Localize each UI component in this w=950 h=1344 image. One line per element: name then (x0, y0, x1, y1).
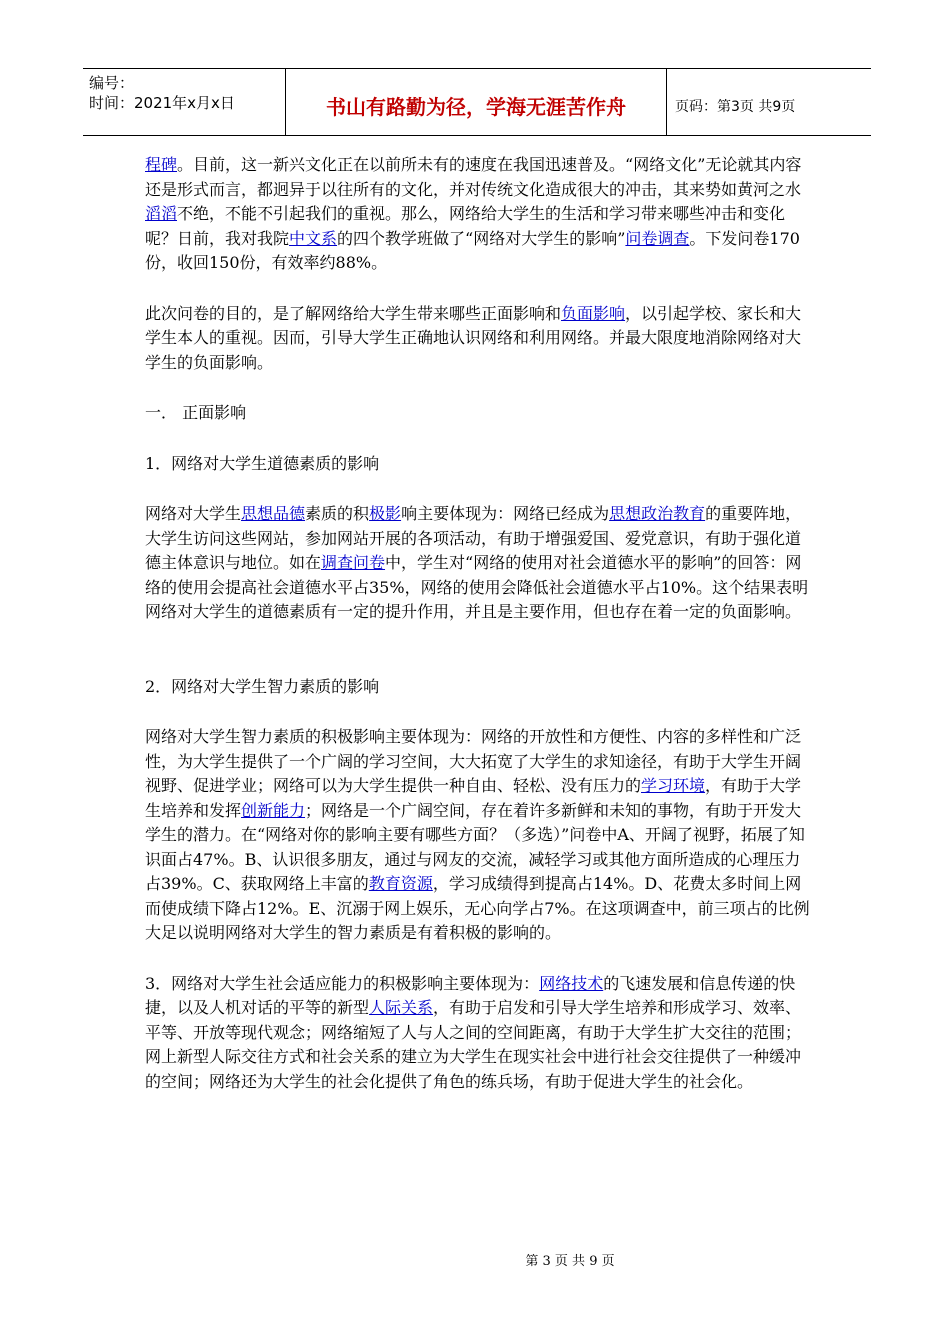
paragraph-text: 素质的积 (305, 504, 370, 523)
paragraph-text: 3．网络对大学生社会适应能力的积极影响主要体现为： (145, 973, 540, 993)
paragraph-text: ，有助于启发和引导大学生培养和形成学习、效率、平等、开放等现代观念；网络缩短了人与人之间的空间距离，有助于大学生扩大交往的范围；网上新型人际交往方式和社会关系的建立为大学生在现实社会中进行社会交往提供了一种缓冲的空间；网络还为大学生的社会化提供了角色的练兵场，有助于促进大学生的社会化。 (145, 998, 802, 1091)
keyword-link[interactable]: 极影 (369, 504, 402, 523)
keyword-link[interactable]: 调查问卷 (321, 553, 386, 572)
paragraph-text: ；网络是一个广阔空间，存在着许多新鲜和未知的事物，有助于开发大学生的潜力。在“网络对你的影响主要有哪些方面？（多选）”问卷中A、开阔了视野，拓展了知识面占47%。B、认识很多朋友，通过与网友的交流，减轻学习或其他方面所造成的心理压力占39%。C、获取网络上丰富的 (145, 800, 805, 893)
time-label: 时间：2021年x月x日 (89, 94, 235, 112)
paragraph (145, 725, 810, 946)
keyword-link[interactable]: 滔滔 (145, 204, 178, 223)
header-page-info: 页码：第3页 共9页 (675, 99, 796, 115)
paragraph-text: 网络对大学生智力素质的积极影响主要体现为：网络的开放性和方便性、内容的多样性和广泛性，为大学生提供了一个广阔的学习空间，大大拓宽了大学生的求知途径，有助于大学生开阔视野、促进学业；网络可以为大学生提供一种自由、轻松、没有压力的 (145, 727, 802, 795)
keyword-link[interactable]: 教育资源 (368, 874, 433, 893)
paragraph-text: 。下发问卷170份，收回150份，有效率约88%。 (145, 228, 800, 272)
keyword-link[interactable]: 思想政治教育 (609, 504, 706, 523)
keyword-link[interactable]: 思想品德 (241, 504, 306, 523)
paragraph-text: 一． 正面影响 (145, 403, 247, 422)
paragraph-text: 此次问卷的目的，是了解网络给大学生带来哪些正面影响和 (145, 303, 562, 323)
paragraph (145, 401, 810, 426)
paragraph-text: 1．网络对大学生道德素质的影响 (145, 453, 380, 473)
paragraph (145, 153, 810, 276)
paragraph-text: 网络对大学生 (145, 504, 242, 523)
document-body (145, 153, 810, 1120)
keyword-link[interactable]: 负面影响 (561, 303, 626, 323)
paragraph-text: ，学习成绩得到提高占14%。D、花费太多时间上网而使成绩下降占12%。E、沉溺于网上娱乐，无心向学占7%。在这项调查中，前三项占的比例大足以说明网络对大学生的智力素质是有着积极的影响的。 (145, 874, 810, 942)
paragraph-text: 的四个教学班做了“网络对大学生的影响” (337, 228, 626, 248)
keyword-link[interactable]: 网络技术 (539, 973, 604, 993)
keyword-link[interactable]: 程碑 (145, 155, 178, 174)
header-motto: 书山有路勤为径，学海无涯苦作舟 (285, 69, 667, 135)
paragraph-text: 响主要体现为：网络已经成为 (401, 504, 610, 523)
keyword-link[interactable]: 学习环境 (641, 776, 706, 795)
paragraph-text: ，有助于大学生培养和发挥 (145, 776, 802, 820)
paragraph (145, 972, 810, 1095)
code-label: 编号： (89, 74, 135, 92)
keyword-link[interactable]: 人际关系 (369, 998, 434, 1017)
paragraph (145, 675, 810, 700)
keyword-link[interactable]: 问卷调查 (625, 228, 690, 248)
header-meta (83, 69, 285, 135)
paragraph-text: ，以引起学校、家长和大学生本人的重视。因而，引导大学生正确地认识网络和利用网络。并最大限度地消除网络对大学生的负面影响。 (145, 303, 802, 372)
paragraph-text: 中，学生对“网络的使用对社会道德水平的影响”的回答：网络的使用会提高社会道德水平占35%，网络的使用会降低社会道德水平占10%。这个结果表明网络对大学生的道德素质有一定的提升作用，并且是主要作用，但也存在着一定的负面影响。 (145, 553, 809, 621)
paragraph-text: 2．网络对大学生智力素质的影响 (145, 676, 380, 696)
keyword-link[interactable]: 中文系 (289, 228, 338, 248)
footer-page-number: 第 3 页 共 9 页 (525, 1254, 615, 1269)
paragraph (145, 502, 810, 625)
paragraph (145, 302, 810, 376)
paragraph-text: 的重要阵地，大学生访问这些网站，参加网站开展的各项活动，有助于增强爱国、爱党意识，有助于强化道德主体意识与地位。如在 (145, 504, 802, 572)
page-header (83, 68, 871, 136)
paragraph (145, 452, 810, 477)
keyword-link[interactable]: 创新能力 (241, 800, 306, 820)
page-footer (0, 1250, 950, 1269)
paragraph-text: 。目前，这一新兴文化正在以前所未有的速度在我国迅速普及。“网络文化”无论就其内容还是形式而言，都迥异于以往所有的文化，并对传统文化造成很大的冲击，其来势如黄河之水 (145, 155, 802, 199)
paragraph-text: 不绝，不能不引起我们的重视。那么，网络给大学生的生活和学习带来哪些冲击和变化呢？日前，我对我院 (145, 204, 786, 248)
paragraph-text: 的飞速发展和信息传递的快捷，以及人机对话的平等的新型 (145, 973, 796, 1017)
